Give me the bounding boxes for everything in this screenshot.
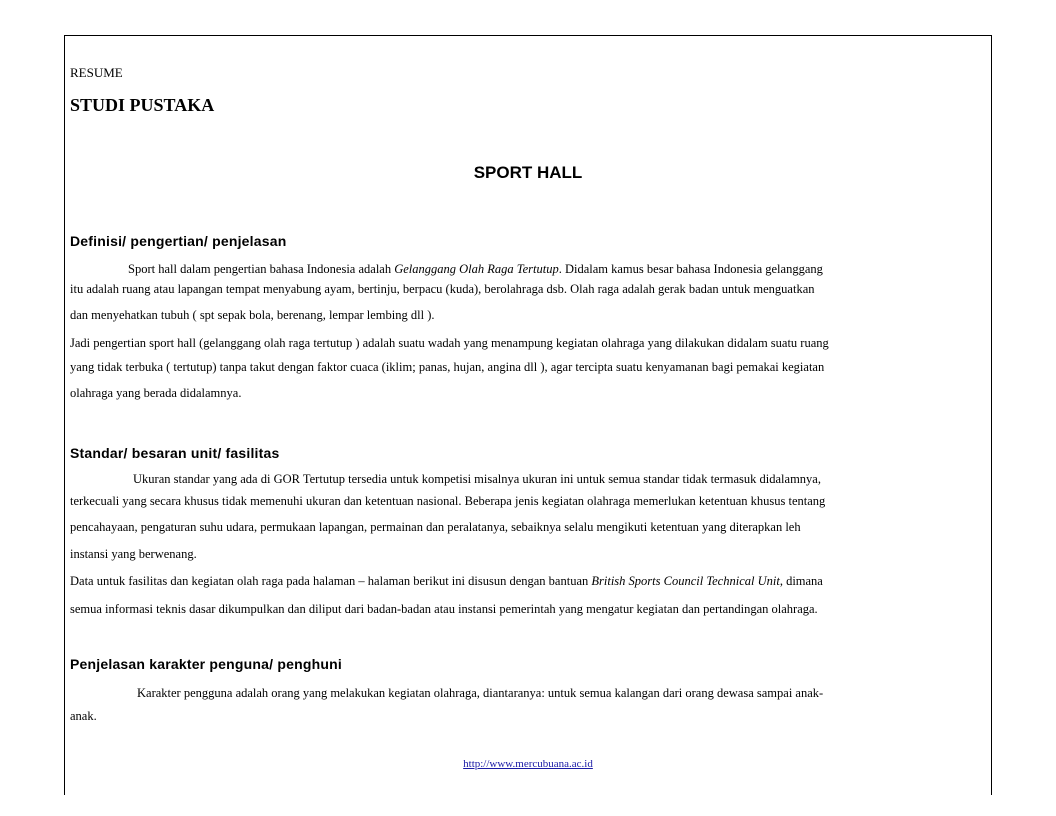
paragraph-line: Karakter pengguna adalah orang yang melakukan kegiatan olahraga, diantaranya: untuk semua kalangan dari orang dewasa sampai anak- bbox=[137, 686, 824, 700]
paragraph-line: Sport hall dalam pengertian bahasa Indonesia adalah Gelanggang Olah Raga Tertutup. Didalam kamus besar bahasa Indonesia gelanggang bbox=[128, 262, 823, 276]
section-heading-karakter: Penjelasan karakter penguna/ penghuni bbox=[70, 656, 342, 672]
italic-term: Gelanggang Olah Raga Tertutup bbox=[394, 262, 559, 276]
footer-link[interactable]: http://www.mercubuana.ac.id bbox=[463, 758, 593, 770]
paragraph-line: Ukuran standar yang ada di GOR Tertutup tersedia untuk kompetisi misalnya ukuran ini untuk semua standar tidak termasuk didalamnya, bbox=[133, 472, 821, 486]
paragraph-line: instansi yang berwenang. bbox=[70, 547, 197, 561]
section-heading-standar: Standar/ besaran unit/ fasilitas bbox=[70, 445, 280, 461]
paragraph-line: pencahayaan, pengaturan suhu udara, permukaan lapangan, permainan dan peralatanya, sebaiknya selalu mengikuti ketentuan yang diterapkan leh bbox=[70, 520, 801, 534]
paragraph-line: Data untuk fasilitas dan kegiatan olah raga pada halaman – halaman berikut ini disusun dengan bantuan British Sports Council Technical Unit, dimana bbox=[70, 574, 823, 588]
page-title: SPORT HALL bbox=[473, 163, 583, 182]
section-heading-definisi: Definisi/ pengertian/ penjelasan bbox=[70, 233, 287, 249]
page-frame bbox=[64, 35, 992, 795]
paragraph-line: olahraga yang berada didalamnya. bbox=[70, 386, 242, 400]
studi-pustaka-heading: STUDI PUSTAKA bbox=[70, 95, 215, 115]
paragraph-line: dan menyehatkan tubuh ( spt sepak bola, berenang, lempar lembing dll ). bbox=[70, 308, 435, 322]
paragraph-line: semua informasi teknis dasar dikumpulkan dan diliput dari badan-badan atau instansi pemerintah yang mengatur kegiatan dan pertandingan olahraga. bbox=[70, 602, 818, 616]
italic-term: British Sports Council Technical Unit bbox=[591, 574, 780, 588]
paragraph-line: terkecuali yang secara khusus tidak memenuhi ukuran dan ketentuan nasional. Beberapa jenis kegiatan olahraga memerlukan ketentuan khusus tentang bbox=[70, 494, 826, 508]
paragraph-line: yang tidak terbuka ( tertutup) tanpa takut dengan faktor cuaca (iklim; panas, hujan, angina dll ), agar tercipta suatu kenyamanan bagi pemakai kegiatan bbox=[70, 360, 825, 374]
resume-label: RESUME bbox=[70, 65, 123, 80]
paragraph-line: itu adalah ruang atau lapangan tempat menyabung ayam, bertinju, berpacu (kuda), berolahraga dsb. Olah raga adalah gerak badan untuk menguatkan bbox=[70, 282, 815, 296]
footer bbox=[64, 758, 992, 770]
paragraph-line: Jadi pengertian sport hall (gelanggang olah raga tertutup ) adalah suatu wadah yang menampung kegiatan olahraga yang dilakukan didalam suatu ruang bbox=[70, 336, 829, 350]
paragraph-line: anak. bbox=[70, 709, 97, 723]
